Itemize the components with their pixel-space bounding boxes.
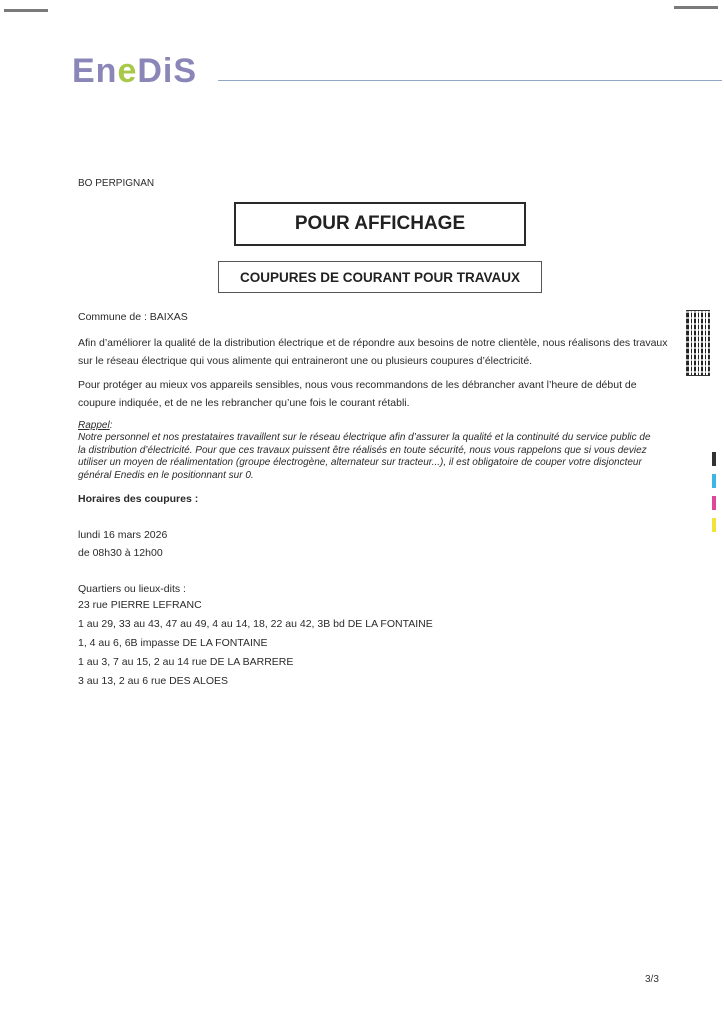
datamatrix-code	[686, 310, 710, 376]
commune-label: Commune de : BAIXAS	[78, 311, 188, 323]
rappel-heading: Rappel:	[78, 420, 113, 431]
title-sub-box	[218, 261, 542, 293]
page-number: 3/3	[645, 974, 659, 985]
schedule-date: lundi 16 mars 2026	[78, 529, 168, 541]
print-mark-magenta	[712, 496, 716, 510]
intro-paragraph: Afin d’améliorer la qualité de la distribution électrique et de répondre aux besoins de notre clientèle, nous réalisons des travaux sur le réseau électrique qui vous alimente qui entraineront une ou plusieurs coupures d’électricité.	[78, 337, 668, 367]
sender-label: BO PERPIGNAN	[78, 178, 155, 189]
locations-heading: Quartiers ou lieux-dits :	[78, 583, 186, 595]
scan-artifact-left	[4, 9, 48, 12]
list-item: 1 au 3, 7 au 15, 2 au 14 rue DE LA BARRERE	[78, 656, 294, 668]
list-item: 23 rue PIERRE LEFRANC	[78, 599, 202, 611]
scan-artifact-right	[674, 6, 718, 9]
locations-list	[78, 596, 433, 691]
title-main-box	[234, 202, 526, 246]
list-item: 1 au 29, 33 au 43, 47 au 49, 4 au 14, 18, 22 au 42, 3B bd DE LA FONTAINE	[78, 618, 433, 630]
print-mark-black	[712, 452, 716, 466]
title-main: POUR AFFICHAGE	[294, 213, 466, 234]
print-mark-yellow	[712, 518, 716, 532]
schedule-heading: Horaires des coupures :	[78, 493, 199, 505]
enedis-logo: EneDiS	[72, 52, 198, 90]
print-mark-cyan	[712, 474, 716, 488]
rappel-text: Notre personnel et nos prestataires travaillent sur le réseau électrique afin d’assurer la qualité et la continuité du service public de la distribution d’électricité. Pour que ces travaux puissent être réalisés en toute sécurité, nous vous rappelons que si vous deviez utiliser un moyen de réalimentation (groupe électrogène, alternateur sur tracteur...), il est obligatoire de couper votre disjoncteur général Enedis en le positionnant sur 0.	[78, 432, 651, 481]
title-sub: COUPURES DE COURANT POUR TRAVAUX	[239, 269, 520, 285]
schedule-time: de 08h30 à 12h00	[78, 547, 163, 559]
list-item: 1, 4 au 6, 6B impasse DE LA FONTAINE	[78, 637, 268, 649]
list-item: 3 au 13, 2 au 6 rue DES ALOES	[78, 675, 229, 687]
header-rule	[218, 80, 722, 81]
advice-paragraph: Pour protéger au mieux vos appareils sensibles, nous vous recommandons de les débrancher avant l’heure de début de coupure indiquée, et de ne les rebrancher qu’une fois le courant rétabli.	[78, 379, 637, 409]
